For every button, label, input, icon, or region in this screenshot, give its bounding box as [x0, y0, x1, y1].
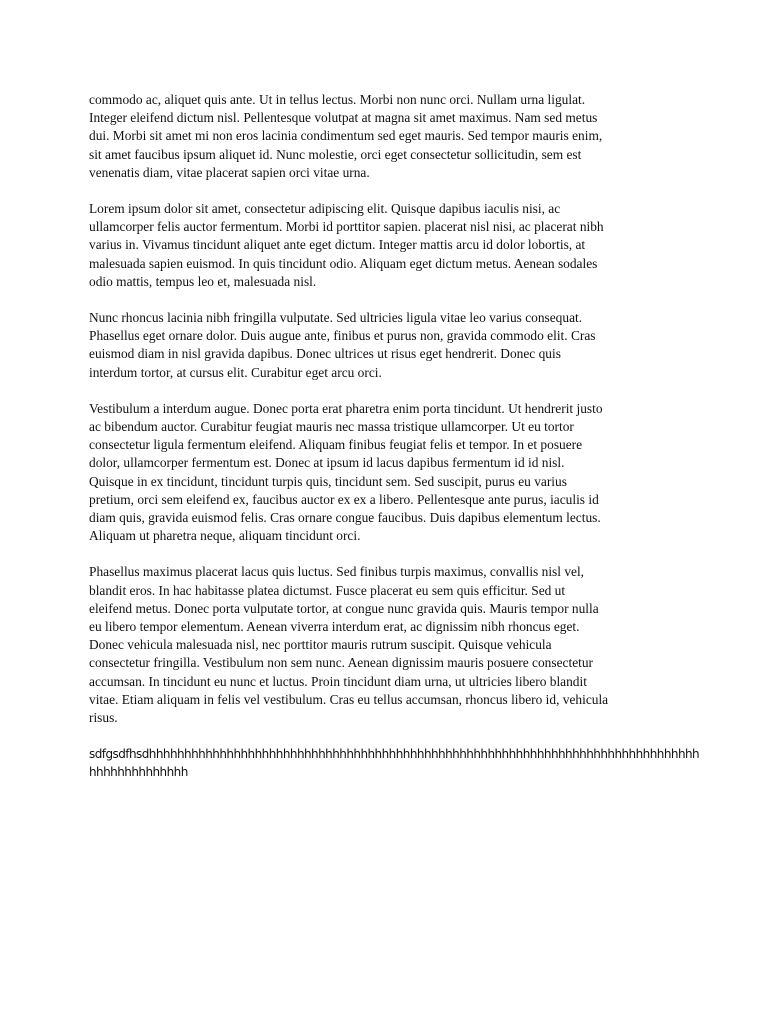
- paragraph-2: Lorem ipsum dolor sit amet, consectetur adipiscing elit. Quisque dapibus iaculis nisi, ac ullamcorper felis auctor fermentum. Morbi id porttitor sapien. placerat nisl nisi, ac placerat nibh varius in. Vivamus tincidunt aliquet ante eget dictum. Integer mattis arcu id dolor lobortis, at malesuada sapien euismod. In quis tincidunt odio. Aliquam eget dictum metus. Aenean sodales odio mattis, tempus leo et, malesuada nisl.: [89, 201, 604, 289]
- paragraph-5: Phasellus maximus placerat lacus quis luctus. Sed finibus turpis maximus, convallis nisl vel, blandit eros. In hac habitasse platea dictumst. Fusce placerat eu sem quis efficitur. Sed ut eleifend metus. Donec porta vulputate tortor, at congue nunc gravida quis. Mauris tempor nulla eu libero tempor elementum. Aenean viverra interdum erat, ac dignissim nibh rhoncus eget. Donec vehicula malesuada nisl, nec porttitor mauris rutrum suscipit. Quisque vehicula consectetur fringilla. Vestibulum non sem nunc. Aenean dignissim mauris posuere consectetur accumsan. In tincidunt eu nunc et luctus. Proin tincidunt diam urna, ut ultricies libero blandit vitae. Etiam aliquam in felis vel vestibulum. Cras eu tellus accumsan, rhoncus libero id, vehicula risus.: [89, 564, 609, 726]
- paragraph-1: commodo ac, aliquet quis ante. Ut in tellus lectus. Morbi non nunc orci. Nullam urna ligulat. Integer eleifend dictum nisl. Pellentesque volutpat at magna sit amet maximus. Nam sed metus dui. Morbi sit amet mi non eros lacinia condimentum sed eget mauris. Sed tempor mauris enim, sit amet faucibus ipsum aliquet id. Nunc molestie, orci eget consectetur sollicitudin, sem est venenatis diam, vitae placerat sapien orci vitae urna.: [89, 92, 603, 180]
- typed-text-line: sdfgsdfhsdhhhhhhhhhhhhhhhhhhhhhhhhhhhhhhhhhhhhhhhhhhhhhhhhhhhhhhhhhhhhhhhhhhhhhhhhhhhhhh hhhhhhhhhhhhhh: [89, 747, 700, 780]
- paragraph-4: Vestibulum a interdum augue. Donec porta erat pharetra enim porta tincidunt. Ut hendrerit justo ac bibendum auctor. Curabitur feugiat mauris nec massa tristique ullamcorper. Ut eu tortor consectetur ligula fermentum eleifend. Aliquam finibus feugiat felis et tempor. In et posuere dolor, ullamcorper fermentum est. Donec at ipsum id lacus dapibus fermentum id id nisl. Quisque in ex tincidunt, tincidunt turpis quis, tincidunt sem. Sed suscipit, purus eu varius pretium, orci sem eleifend ex, faucibus auctor ex ex a libero. Pellentesque ante purus, iaculis id diam quis, gravida euismod felis. Cras ornare congue faucibus. Duis dapibus elementum lectus. Aliquam ut pharetra neque, aliquam tincidunt orci.: [89, 400, 603, 544]
- paragraph-3: Nunc rhoncus lacinia nibh fringilla vulputate. Sed ultricies ligula vitae leo varius consequat. Phasellus eget ornare dolor. Duis augue ante, finibus et purus non, gravida commodo elit. Cras euismod diam in nisl gravida dapibus. Donec ultrices ut risus eget hendrerit. Donec quis interdum tortor, at cursus elit. Curabitur eget arcu orci.: [89, 310, 596, 380]
- document-page: [89, 91, 700, 781]
